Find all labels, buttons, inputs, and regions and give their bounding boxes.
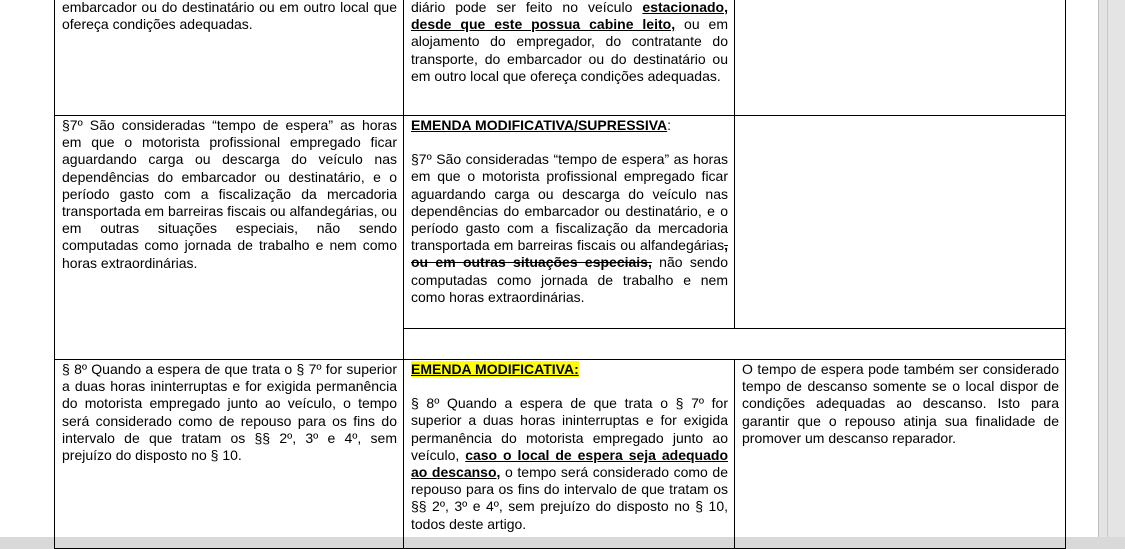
row2-empty-band	[403, 328, 1066, 360]
row3-original-text-cell	[54, 359, 404, 549]
row3-justification-cell	[734, 359, 1066, 549]
row1-amendment-text: diário pode ser feito no veículo estacionado, desde que este possua cabine leito, ou em alojamento do empregador, do contratante do transporte, do embarcador ou do destinatário ou em outro local que ofereça condições adequadas.	[411, 0, 728, 84]
row3-amendment-text: § 8º Quando a espera de que trata o § 7º for superior a duas horas ininterruptas e for exigida permanência do motorista empregado junto ao veículo, caso o local de espera seja adequado ao descanso, o tempo será considerado como de repouso para os fins do intervalo de que tratam os §§ 2º, 3º e 4º, sem prejuízo do disposto no § 10, todos deste artigo.	[411, 395, 729, 532]
row1-original-text: embarcador ou do destinatário ou em outro local que ofereça condições adequadas.	[62, 0, 397, 33]
row3-amendment-cell	[403, 359, 735, 549]
row2-struck-text: , ou em outras situações especiais,	[411, 237, 728, 271]
row3-original-text: § 8º Quando a espera de que trata o § 7º for superior a duas horas ininterruptas e for exigida permanência do motorista empregado junto ao veículo, o tempo será considerado como de repouso para os fins do intervalo de que tratam os §§ 2º, 3º e 4º, sem prejuízo do disposto no § 10.	[62, 361, 397, 464]
row2-justification-cell	[734, 115, 1066, 329]
row1-amendment-cell	[403, 0, 735, 116]
row2-amendment-header: EMENDA MODIFICATIVA/SUPRESSIVA:	[411, 117, 672, 133]
row1-emphasis: estacionado, desde que este possua cabine leito,	[411, 0, 728, 33]
page-margin	[1098, 0, 1125, 537]
row1-justification-cell	[734, 0, 1066, 116]
row2-amendment-text: §7º São consideradas “tempo de espera” as horas em que o motorista profissional empregado ficar aguardando carga ou descarga do veículo nas dependências do embarcador ou destinatário, e o período gasto com a fiscalização da mercadoria transportada em barreiras fiscais ou alfandegárias, ou em outras situações especiais, não sendo computadas como jornada de trabalho e nem como horas extraordinárias.	[411, 151, 728, 305]
row1-original-text-cell	[54, 0, 404, 116]
row2-original-text-cell	[54, 115, 404, 360]
row2-amendment-cell	[403, 115, 735, 329]
row2-original-text: §7º São consideradas “tempo de espera” as horas em que o motorista profissional empregado ficar aguardando carga ou descarga do veículo nas dependências do embarcador ou destinatário, e o período gasto com a fiscalização da mercadoria transportada em barreiras fiscais ou alfandegárias, ou em outras situações especiais, não sendo computadas como jornada de trabalho e nem como horas extraordinárias.	[62, 117, 397, 271]
row3-amendment-header: EMENDA MODIFICATIVA:	[411, 361, 579, 377]
row3-emphasis: caso o local de espera seja adequado ao descanso,	[411, 446, 728, 481]
row3-justification: O tempo de espera pode também ser considerado tempo de descanso somente se o local dispor de condições adequadas ao descanso. Isto para garantir que o repouso atinja sua finalidade de promover um descanso reparador.	[742, 361, 1059, 446]
